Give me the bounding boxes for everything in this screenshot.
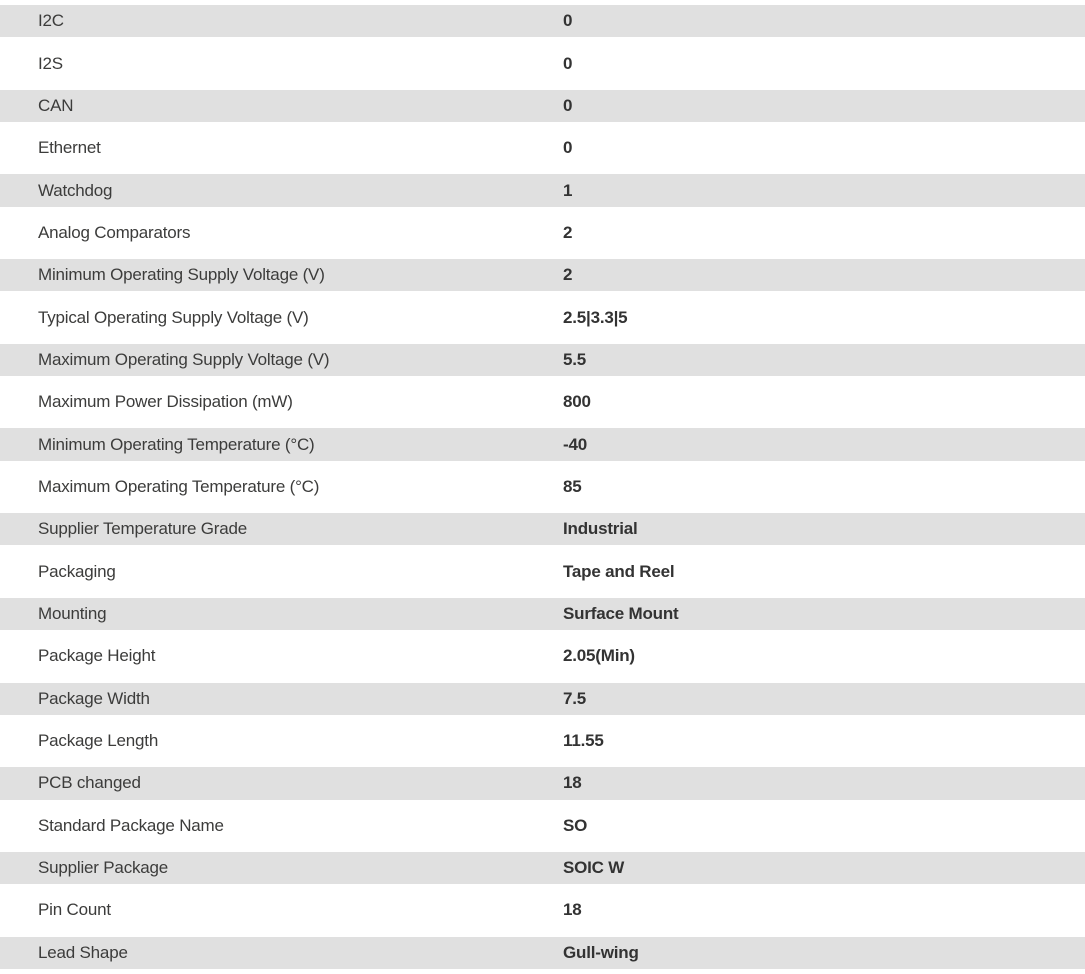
spec-value: 18: [563, 900, 582, 920]
table-row: [0, 720, 1085, 762]
spec-label: Minimum Operating Supply Voltage (V): [38, 265, 325, 285]
table-row: [0, 508, 1085, 550]
table-row: [0, 339, 1085, 381]
spec-value: Tape and Reel: [563, 561, 675, 581]
spec-value: 1: [563, 180, 573, 200]
table-row: [0, 296, 1085, 338]
spec-label: I2C: [38, 11, 64, 31]
table-row: [0, 254, 1085, 296]
spec-label: Analog Comparators: [38, 222, 191, 242]
spec-value: 11.55: [563, 731, 604, 751]
spec-value: 800: [563, 392, 591, 412]
spec-label: Package Height: [38, 646, 156, 666]
spec-label: Standard Package Name: [38, 815, 224, 835]
spec-label: Watchdog: [38, 180, 113, 200]
table-row: [0, 423, 1085, 465]
spec-value: SO: [563, 815, 588, 835]
table-row: [0, 42, 1085, 84]
table-row: [0, 847, 1085, 889]
spec-value: 0: [563, 11, 573, 31]
spec-value: 0: [563, 138, 573, 158]
spec-value: Gull-wing: [563, 942, 639, 962]
spec-label: Ethernet: [38, 138, 101, 158]
spec-label: Supplier Temperature Grade: [38, 519, 247, 539]
table-row: [0, 381, 1085, 423]
spec-value: Surface Mount: [563, 603, 679, 623]
table-row: [0, 550, 1085, 592]
spec-value: 2.05(Min): [563, 646, 635, 666]
table-row: [0, 169, 1085, 211]
spec-label: Mounting: [38, 603, 107, 623]
table-row: [0, 127, 1085, 169]
spec-label: I2S: [38, 53, 63, 73]
spec-value: 7.5: [563, 688, 587, 708]
spec-value: 5.5: [563, 349, 587, 369]
table-row: [0, 593, 1085, 635]
spec-label: Maximum Operating Supply Voltage (V): [38, 349, 330, 369]
spec-label: Lead Shape: [38, 942, 128, 962]
table-row: [0, 932, 1085, 974]
spec-value: 2: [563, 222, 573, 242]
spec-label: Minimum Operating Temperature (°C): [38, 434, 315, 454]
table-row: [0, 678, 1085, 720]
table-row: [0, 889, 1085, 931]
table-row: [0, 466, 1085, 508]
spec-label: Maximum Operating Temperature (°C): [38, 476, 320, 496]
spec-label: Packaging: [38, 561, 116, 581]
spec-value: 2.5|3.3|5: [563, 307, 628, 327]
spec-value: 85: [563, 476, 582, 496]
spec-label: CAN: [38, 95, 74, 115]
spec-value: -40: [563, 434, 587, 454]
spec-value: 2: [563, 265, 573, 285]
table-row: [0, 85, 1085, 127]
spec-label: Typical Operating Supply Voltage (V): [38, 307, 309, 327]
spec-value: 18: [563, 773, 582, 793]
spec-label: Package Length: [38, 731, 159, 751]
spec-value: SOIC W: [563, 858, 625, 878]
spec-value: 0: [563, 53, 573, 73]
table-row: [0, 635, 1085, 677]
table-row: [0, 0, 1085, 42]
spec-label: Package Width: [38, 688, 150, 708]
spec-value: Industrial: [563, 519, 638, 539]
spec-label: PCB changed: [38, 773, 141, 793]
spec-value: 0: [563, 95, 573, 115]
spec-label: Supplier Package: [38, 858, 169, 878]
spec-label: Maximum Power Dissipation (mW): [38, 392, 293, 412]
table-row: [0, 762, 1085, 804]
table-row: [0, 805, 1085, 847]
spec-label: Pin Count: [38, 900, 111, 920]
table-row: [0, 212, 1085, 254]
